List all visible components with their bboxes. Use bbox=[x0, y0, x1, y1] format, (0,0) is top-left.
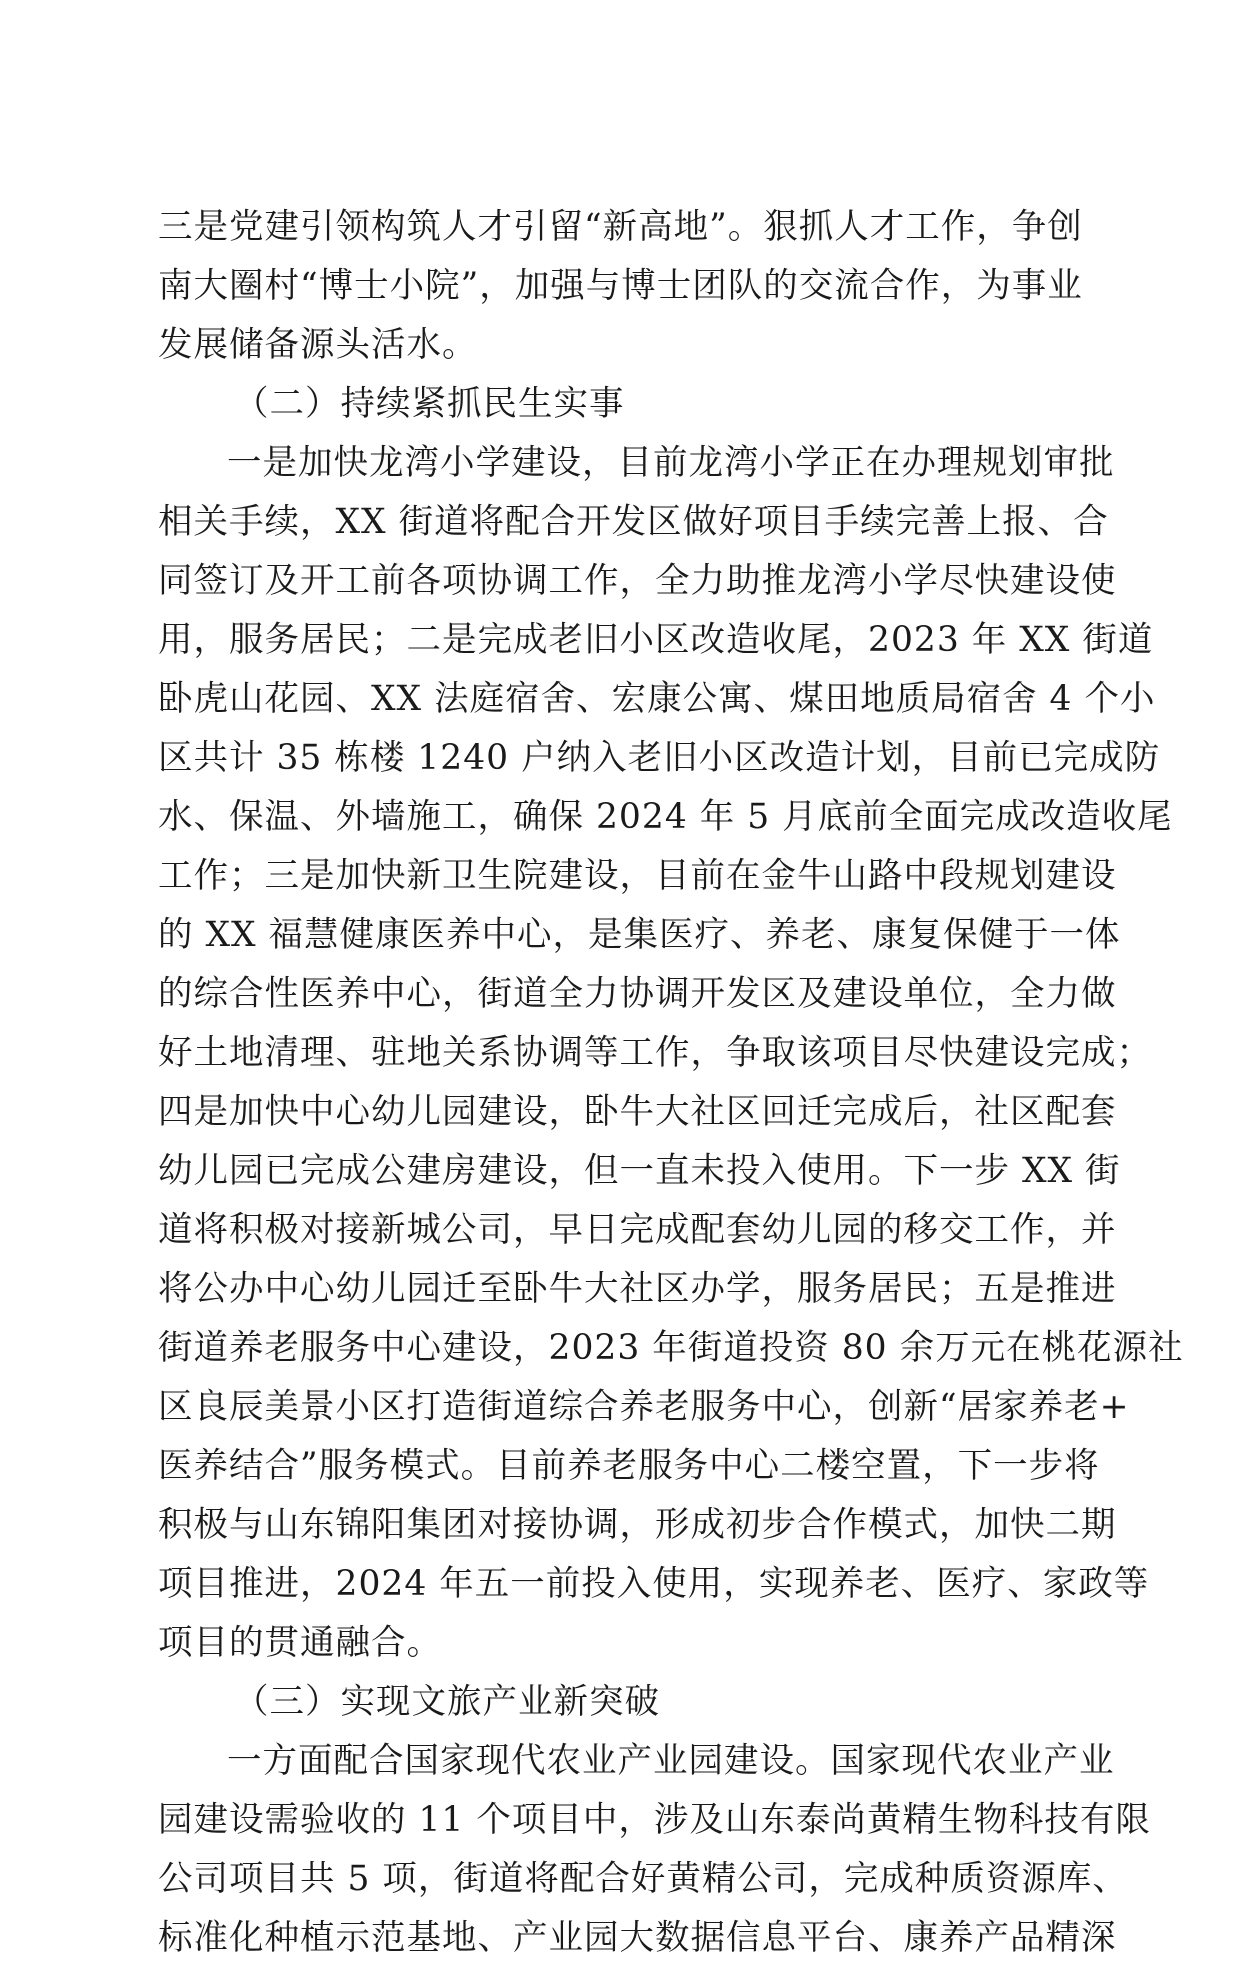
text-line: 园建设需验收的 11 个项目中，涉及山东泰尚黄精生物科技有限 bbox=[158, 1800, 1151, 1840]
section-heading: （三）实现文旅产业新突破 bbox=[234, 1682, 660, 1722]
text-line: 发展储备源头活水。 bbox=[158, 325, 478, 365]
text-line: 三是党建引领构筑人才引留“新高地”。狠抓人才工作，争创 bbox=[158, 207, 1083, 247]
text-line: 的 XX 福慧健康医养中心，是集医疗、养老、康复保健于一体 bbox=[158, 915, 1121, 955]
document-page bbox=[158, 198, 1184, 1968]
text-line: 的综合性医养中心，街道全力协调开发区及建设单位，全力做 bbox=[158, 974, 1117, 1014]
text-line: 一方面配合国家现代农业产业园建设。国家现代农业产业 bbox=[227, 1741, 1115, 1781]
text-line: 项目推进，2024 年五一前投入使用，实现养老、医疗、家政等 bbox=[158, 1564, 1150, 1604]
text-line: 南大圈村“博士小院”，加强与博士团队的交流合作，为事业 bbox=[158, 266, 1083, 306]
text-line: 相关手续，XX 街道将配合开发区做好项目手续完善上报、合 bbox=[158, 502, 1109, 542]
text-line: 将公办中心幼儿园迁至卧牛大社区办学，服务居民；五是推进 bbox=[158, 1269, 1117, 1309]
paragraph-livelihood bbox=[158, 434, 1184, 1673]
text-line: 好土地清理、驻地关系协调等工作，争取该项目尽快建设完成； bbox=[158, 1033, 1152, 1073]
text-line: 街道养老服务中心建设，2023 年街道投资 80 余万元在桃花源社 bbox=[158, 1328, 1184, 1368]
paragraph-talent bbox=[158, 198, 1083, 375]
section-heading: （二）持续紧抓民生实事 bbox=[234, 384, 625, 424]
text-line: 用，服务居民；二是完成老旧小区改造收尾，2023 年 XX 街道 bbox=[158, 620, 1154, 660]
text-line: 幼儿园已完成公建房建设，但一直未投入使用。下一步 XX 街 bbox=[158, 1151, 1121, 1191]
text-line: 积极与山东锦阳集团对接协调，形成初步合作模式，加快二期 bbox=[158, 1505, 1117, 1545]
text-line: 医养结合”服务模式。目前养老服务中心二楼空置，下一步将 bbox=[158, 1446, 1100, 1486]
text-line: 同签订及开工前各项协调工作，全力助推龙湾小学尽快建设使 bbox=[158, 561, 1117, 601]
text-line: 道将积极对接新城公司，早日完成配套幼儿园的移交工作，并 bbox=[158, 1210, 1117, 1250]
text-line: 区良辰美景小区打造街道综合养老服务中心，创新“居家养老+ bbox=[158, 1387, 1130, 1427]
text-line: 公司项目共 5 项，街道将配合好黄精公司，完成种质资源库、 bbox=[158, 1859, 1128, 1899]
text-line: 一是加快龙湾小学建设，目前龙湾小学正在办理规划审批 bbox=[227, 443, 1115, 483]
paragraph-culture-tourism bbox=[158, 1732, 1151, 1968]
text-line: 四是加快中心幼儿园建设，卧牛大社区回迁完成后，社区配套 bbox=[158, 1092, 1117, 1132]
text-line: 项目的贯通融合。 bbox=[158, 1623, 442, 1663]
text-line: 标准化种植示范基地、产业园大数据信息平台、康养产品精深 bbox=[158, 1918, 1117, 1958]
text-line: 工作；三是加快新卫生院建设，目前在金牛山路中段规划建设 bbox=[158, 856, 1117, 896]
text-line: 卧虎山花园、XX 法庭宿舍、宏康公寓、煤田地质局宿舍 4 个小 bbox=[158, 679, 1156, 719]
text-line: 区共计 35 栋楼 1240 户纳入老旧小区改造计划，目前已完成防 bbox=[158, 738, 1161, 778]
text-line: 水、保温、外墙施工，确保 2024 年 5 月底前全面完成改造收尾 bbox=[158, 797, 1173, 837]
